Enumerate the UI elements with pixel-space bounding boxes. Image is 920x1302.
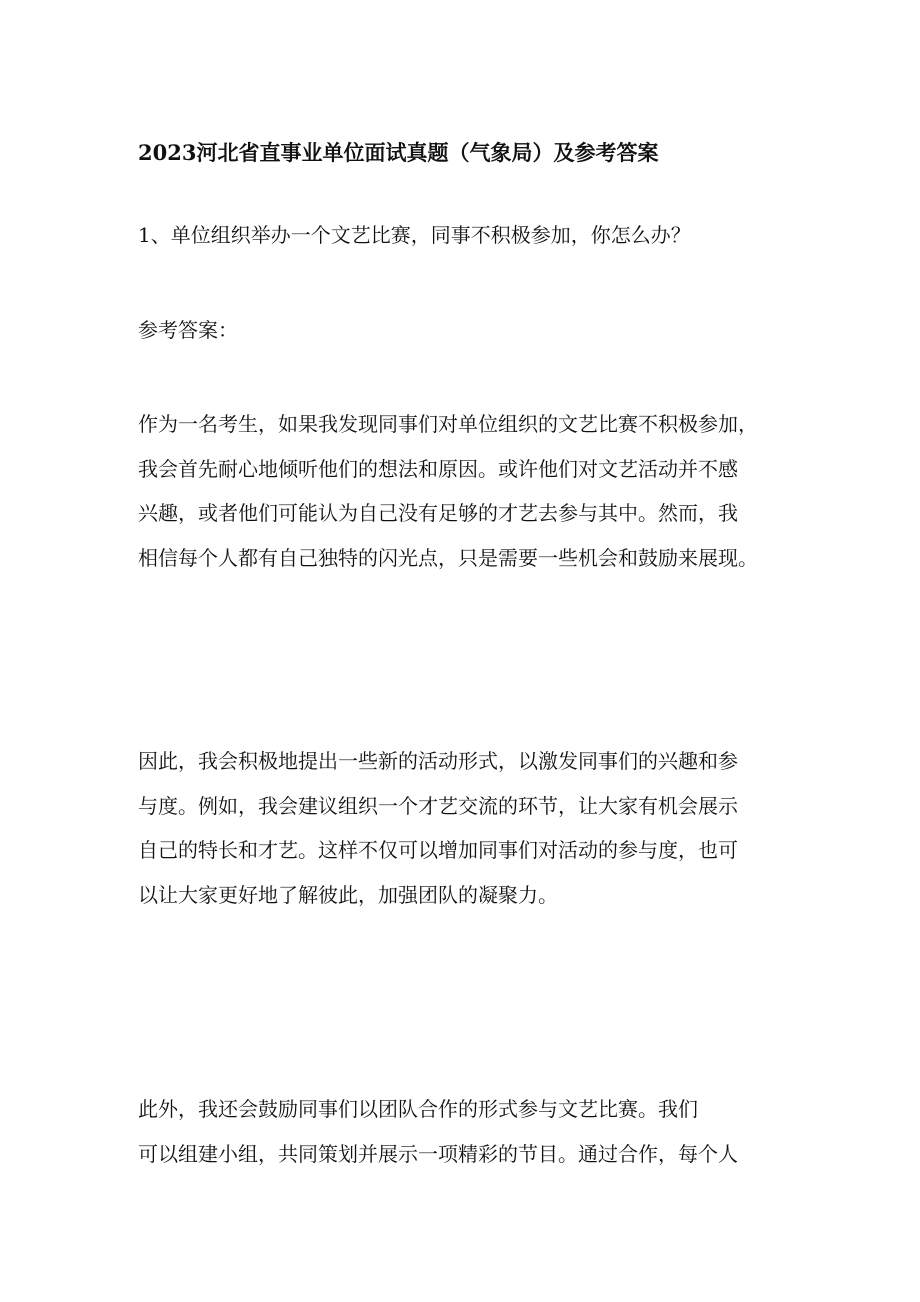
answer-paragraph	[138, 408, 798, 586]
paragraph-line: 我会首先耐心地倾听他们的想法和原因。或许他们对文艺活动并不感	[138, 456, 738, 481]
paragraph-line: 自己的特长和才艺。这样不仅可以增加同事们对活动的参与度，也可	[138, 838, 738, 862]
paragraph-line: 兴趣，或者他们可能认为自己没有足够的才艺去参与其中。然而，我	[138, 501, 738, 525]
paragraph-line: 可以组建小组，共同策划并展示一项精彩的节目。通过合作，每个人	[138, 1141, 738, 1166]
paragraph-line: 与度。例如，我会建议组织一个才艺交流的环节，让大家有机会展示	[138, 793, 738, 818]
paragraph-line: 因此，我会积极地提出一些新的活动形式，以激发同事们的兴趣和参	[138, 749, 738, 773]
document-title: 2023河北省直事业单位面试真题（气象局）及参考答案	[138, 140, 659, 165]
answer-label: 参考答案：	[138, 318, 238, 342]
answer-paragraph	[138, 745, 798, 923]
paragraph-line: 以让大家更好地了解彼此，加强团队的凝聚力。	[138, 882, 558, 907]
paragraph-line: 相信每个人都有自己独特的闪光点，只是需要一些机会和鼓励来展现。	[138, 545, 758, 570]
question-text: 1、单位组织举办一个文艺比赛，同事不积极参加，你怎么办？	[138, 223, 691, 247]
answer-paragraph	[138, 1093, 798, 1182]
paragraph-line: 此外，我还会鼓励同事们以团队合作的形式参与文艺比赛。我们	[138, 1097, 698, 1121]
paragraph-line: 作为一名考生，如果我发现同事们对单位组织的文艺比赛不积极参加，	[138, 412, 758, 436]
